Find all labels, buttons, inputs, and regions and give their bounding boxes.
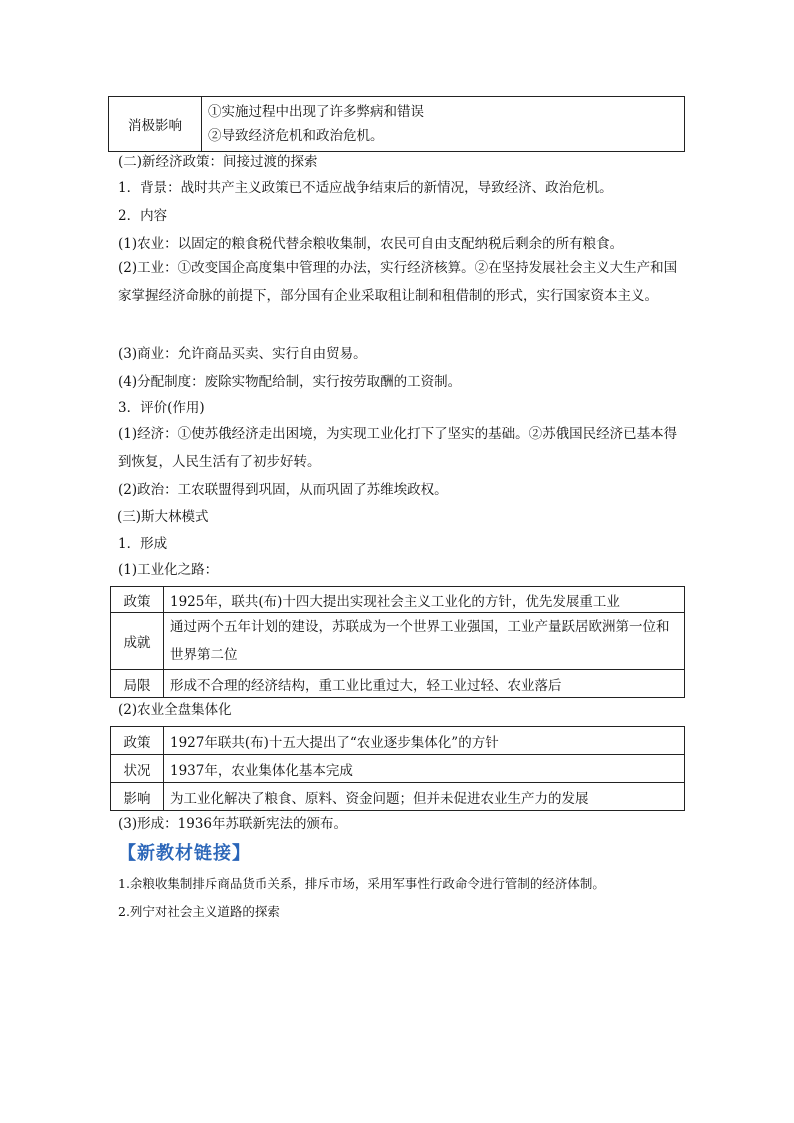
row-value: 1927年联共(布)十五大提出了“农业逐步集体化”的方针 <box>164 727 685 755</box>
sec2-evaluation-heading: 3．评价(作用) <box>118 400 205 416</box>
link-note-2: 2.列宁对社会主义道路的探索 <box>118 904 280 919</box>
sec2-politics: (2)政治：工农联盟得到巩固，从而巩固了苏维埃政权。 <box>118 482 448 498</box>
row-header: 状况 <box>111 755 164 783</box>
negative-impact-line-1: ①实施过程中出现了许多弊病和错误 <box>208 104 424 120</box>
row-header: 政策 <box>111 587 164 613</box>
row-header: 成就 <box>111 613 164 670</box>
table-row <box>111 783 685 811</box>
new-textbook-link-heading: 【新教材链接】 <box>118 843 251 864</box>
sec3-formation-constitution: (3)形成：1936年苏联新宪法的颁布。 <box>118 816 347 832</box>
row-value: 形成不合理的经济结构，重工业比重过大，轻工业过轻、农业落后 <box>164 670 685 698</box>
agriculture-table <box>110 726 685 811</box>
table-row <box>111 727 685 755</box>
sec2-commerce: (3)商业：允许商品买卖、实行自由贸易。 <box>118 346 367 362</box>
row-value: 为工业化解决了粮食、原料、资金问题；但并未促进农业生产力的发展 <box>164 783 685 811</box>
table-row <box>111 613 685 670</box>
negative-impact-header: 消极影响 <box>109 97 202 152</box>
row-header: 局限 <box>111 670 164 698</box>
row-value: 1937年，农业集体化基本完成 <box>164 755 685 783</box>
negative-impact-table <box>108 96 685 152</box>
sec2-background: 1．背景：战时共产主义政策已不适应战争结束后的新情况，导致经济、政治危机。 <box>118 180 613 196</box>
row-value: 通过两个五年计划的建设，苏联成为一个世界工业强国，工业产量跃居欧洲第一位和世界第二位 <box>164 613 685 670</box>
sec2-content-heading: 2．内容 <box>118 208 168 224</box>
sec3-industrialization: (1)工业化之路： <box>118 562 219 578</box>
sec2-economy: (1)经济：①使苏俄经济走出困境，为实现工业化打下了坚实的基础。②苏俄国民经济已基本得到恢复，人民生活有了初步好转。 <box>118 426 678 470</box>
negative-impact-line-2: ②导致经济危机和政治危机。 <box>208 128 384 144</box>
sec2-agriculture: (1)农业：以固定的粮食税代替余粮收集制，农民可自由支配纳税后剩余的所有粮食。 <box>118 236 624 252</box>
table-row <box>111 587 685 613</box>
table-row <box>111 755 685 783</box>
sec2-industry: (2)工业：①改变国企高度集中管理的办法，实行经济核算。②在坚持发展社会主义大生产和国家掌握经济命脉的前提下，部分国有企业采取租让制和租借制的形式，实行国家资本主义。 <box>118 260 678 304</box>
sec2-distribution: (4)分配制度：废除实物配给制，实行按劳取酬的工资制。 <box>118 374 462 390</box>
negative-impact-content <box>202 97 685 152</box>
industrialization-table <box>110 586 685 698</box>
section-3-title: (三)斯大林模式 <box>117 509 209 525</box>
row-value: 1925年，联共(布)十四大提出实现社会主义工业化的方针，优先发展重工业 <box>164 587 685 613</box>
link-note-1: 1.余粮收集制排斥商品货币关系，排斥市场，采用军事性行政命令进行管制的经济体制。 <box>118 876 605 891</box>
sec3-agriculture-heading: (2)农业全盘集体化 <box>118 702 232 718</box>
section-2-title: (二)新经济政策：间接过渡的探索 <box>118 154 318 170</box>
row-header: 影响 <box>111 783 164 811</box>
table-row <box>111 670 685 698</box>
row-header: 政策 <box>111 727 164 755</box>
sec3-formation-heading: 1．形成 <box>118 536 168 552</box>
